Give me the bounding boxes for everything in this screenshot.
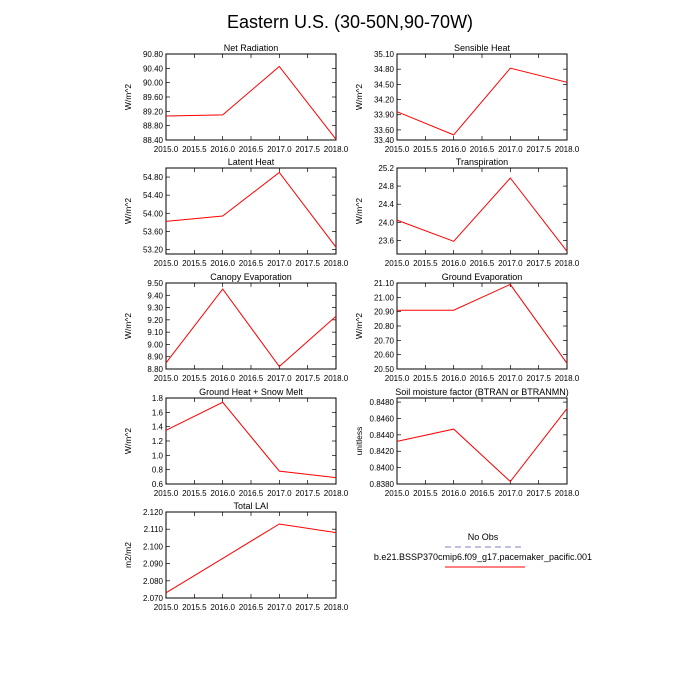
y-tick-label: 20.50 <box>373 365 394 374</box>
y-tick-label: 21.10 <box>373 279 394 288</box>
x-tick-label: 2018.0 <box>323 489 349 498</box>
x-tick-label: 2016.5 <box>469 259 495 268</box>
plot-frame <box>397 168 567 254</box>
y-tick-label: 33.60 <box>373 125 394 135</box>
y-tick-label: 53.60 <box>142 227 163 237</box>
y-tick-label: 0.8460 <box>369 414 394 424</box>
plot-frame <box>397 283 567 369</box>
y-tick-label: 20.70 <box>373 336 394 346</box>
panel-title: Ground Heat + Snow Melt <box>199 387 303 397</box>
y-tick-label: 9.10 <box>147 328 163 338</box>
y-tick-label: 34.80 <box>373 65 394 75</box>
y-axis-label: W/m^2 <box>123 197 133 225</box>
y-tick-label: 2.120 <box>142 508 163 517</box>
y-tick-label: 33.90 <box>373 110 394 120</box>
y-axis-label: W/m^2 <box>123 427 133 455</box>
y-tick-label: 2.100 <box>142 542 163 552</box>
x-tick-label: 2017.5 <box>295 603 320 612</box>
y-axis-label: W/m^2 <box>123 83 133 111</box>
y-tick-label: 54.80 <box>142 173 163 183</box>
x-tick-label: 2015.5 <box>182 259 207 268</box>
y-tick-label: 20.90 <box>373 307 394 317</box>
legend <box>374 532 592 567</box>
y-tick-label: 8.80 <box>147 365 163 374</box>
x-tick-label: 2017.5 <box>295 374 320 383</box>
y-tick-label: 9.50 <box>147 279 163 288</box>
x-tick-label: 2016.5 <box>469 145 495 154</box>
panel-8 <box>354 387 580 498</box>
x-tick-label: 2018.0 <box>323 374 349 383</box>
y-tick-label: 1.6 <box>151 408 163 418</box>
panel-7 <box>123 387 349 498</box>
x-tick-label: 2015.5 <box>182 603 207 612</box>
x-tick-label: 2016.0 <box>210 145 235 154</box>
y-tick-label: 1.0 <box>151 451 163 461</box>
x-tick-label: 2016.5 <box>238 374 264 383</box>
x-tick-label: 2018.0 <box>554 259 580 268</box>
x-tick-label: 2015.0 <box>384 374 410 383</box>
x-tick-label: 2016.0 <box>210 603 235 612</box>
x-tick-label: 2015.0 <box>153 374 179 383</box>
x-tick-label: 2017.5 <box>526 259 551 268</box>
y-tick-label: 24.8 <box>378 182 394 192</box>
y-axis-label: m2/m2 <box>123 542 133 568</box>
x-tick-label: 2016.0 <box>441 259 466 268</box>
y-tick-label: 88.80 <box>142 121 163 131</box>
y-axis-label: W/m^2 <box>354 312 364 340</box>
y-tick-label: 2.090 <box>142 559 163 569</box>
x-tick-label: 2017.0 <box>498 145 523 154</box>
x-tick-label: 2015.0 <box>153 489 179 498</box>
plot-frame <box>166 398 336 484</box>
x-tick-label: 2016.0 <box>441 489 466 498</box>
x-tick-label: 2015.5 <box>413 145 438 154</box>
plot-frame <box>166 54 336 140</box>
x-tick-label: 2017.0 <box>498 259 523 268</box>
series-line <box>166 67 336 140</box>
x-tick-label: 2017.5 <box>295 145 320 154</box>
figure-title: Eastern U.S. (30-50N,90-70W) <box>226 12 474 32</box>
x-tick-label: 2015.5 <box>182 374 207 383</box>
x-tick-label: 2018.0 <box>323 145 349 154</box>
plot-frame <box>166 512 336 598</box>
y-tick-label: 2.070 <box>142 594 163 603</box>
panel-title: Soil moisture factor (BTRAN or BTRANMN) <box>395 387 569 397</box>
x-tick-label: 2018.0 <box>554 489 580 498</box>
y-tick-label: 90.80 <box>142 50 163 59</box>
x-tick-label: 2017.5 <box>526 145 551 154</box>
y-tick-label: 0.8400 <box>369 463 394 473</box>
x-tick-label: 2016.0 <box>210 489 235 498</box>
y-tick-label: 0.8480 <box>369 398 394 408</box>
panel-2 <box>354 43 580 154</box>
x-tick-label: 2017.0 <box>498 489 523 498</box>
x-tick-label: 2015.5 <box>413 374 438 383</box>
y-tick-label: 2.110 <box>143 525 163 535</box>
x-tick-label: 2015.0 <box>153 259 179 268</box>
panel-title: Total LAI <box>233 501 269 511</box>
y-tick-label: 1.8 <box>151 394 163 403</box>
y-tick-label: 23.6 <box>378 236 394 246</box>
y-tick-label: 20.60 <box>373 350 394 360</box>
y-tick-label: 9.20 <box>147 315 163 325</box>
y-tick-label: 8.90 <box>147 352 163 362</box>
y-tick-label: 0.8 <box>151 465 163 475</box>
series-line <box>166 289 336 366</box>
x-tick-label: 2016.0 <box>210 259 235 268</box>
x-tick-label: 2015.0 <box>384 259 410 268</box>
x-tick-label: 2018.0 <box>323 259 349 268</box>
x-tick-label: 2015.5 <box>413 259 438 268</box>
y-tick-label: 89.60 <box>142 93 163 102</box>
x-tick-label: 2016.0 <box>441 145 466 154</box>
y-tick-label: 89.20 <box>142 107 163 117</box>
x-tick-label: 2016.5 <box>238 489 264 498</box>
y-tick-label: 90.40 <box>142 64 163 74</box>
y-tick-label: 54.40 <box>142 191 163 201</box>
panel-1 <box>123 43 349 154</box>
y-tick-label: 9.30 <box>147 303 163 313</box>
y-tick-label: 35.10 <box>373 50 394 59</box>
y-tick-label: 88.40 <box>142 136 163 145</box>
x-tick-label: 2016.5 <box>238 259 264 268</box>
y-tick-label: 2.080 <box>142 576 163 586</box>
y-tick-label: 53.20 <box>142 245 163 255</box>
y-tick-label: 0.8380 <box>369 480 394 489</box>
x-tick-label: 2016.5 <box>238 603 264 612</box>
legend-label-no-obs: No Obs <box>467 532 499 542</box>
x-tick-label: 2017.0 <box>267 374 292 383</box>
series-line <box>397 409 567 482</box>
x-tick-label: 2017.5 <box>526 374 551 383</box>
y-axis-label: W/m^2 <box>354 83 364 111</box>
x-tick-label: 2018.0 <box>323 603 349 612</box>
x-tick-label: 2015.5 <box>182 145 207 154</box>
panel-title: Transpiration <box>455 157 509 167</box>
x-tick-label: 2017.0 <box>267 603 292 612</box>
x-tick-label: 2015.0 <box>153 603 179 612</box>
y-tick-label: 21.00 <box>373 293 394 303</box>
x-tick-label: 2018.0 <box>554 374 580 383</box>
y-tick-label: 24.0 <box>378 218 394 228</box>
panel-3 <box>123 157 349 268</box>
series-line <box>397 284 567 363</box>
panel-title: Sensible Heat <box>453 43 511 53</box>
y-tick-label: 20.80 <box>373 322 394 331</box>
panel-4 <box>354 157 580 268</box>
panel-5 <box>123 272 349 383</box>
x-tick-label: 2016.5 <box>469 374 495 383</box>
x-tick-label: 2017.0 <box>498 374 523 383</box>
plot-frame <box>166 168 336 254</box>
x-tick-label: 2018.0 <box>554 145 580 154</box>
x-tick-label: 2016.5 <box>469 489 495 498</box>
panels <box>123 43 580 612</box>
y-tick-label: 34.20 <box>373 95 394 105</box>
series-line <box>166 173 336 248</box>
x-tick-label: 2016.0 <box>441 374 466 383</box>
x-tick-label: 2016.5 <box>238 145 264 154</box>
x-tick-label: 2015.0 <box>153 145 179 154</box>
y-tick-label: 54.00 <box>142 209 163 219</box>
panel-title: Ground Evaporation <box>441 272 523 282</box>
x-tick-label: 2017.5 <box>295 259 320 268</box>
panel-title: Latent Heat <box>227 157 275 167</box>
panel-title: Canopy Evaporation <box>210 272 292 282</box>
series-line <box>397 178 567 251</box>
y-tick-label: 0.8420 <box>369 447 394 457</box>
series-line <box>166 524 336 593</box>
y-tick-label: 34.50 <box>373 80 394 90</box>
x-tick-label: 2016.0 <box>210 374 235 383</box>
x-tick-label: 2015.0 <box>384 489 410 498</box>
y-tick-label: 24.4 <box>378 200 394 210</box>
y-tick-label: 1.2 <box>151 437 163 446</box>
x-tick-label: 2017.0 <box>267 259 292 268</box>
y-tick-label: 25.2 <box>378 164 394 173</box>
series-line <box>397 68 567 135</box>
series-line <box>166 402 336 477</box>
legend-label-model-run: b.e21.BSSP370cmip6.f09_g17.pacemaker_pacific.001 <box>373 552 593 562</box>
x-tick-label: 2017.0 <box>267 489 292 498</box>
panel-9 <box>123 501 349 612</box>
plot-frame <box>397 54 567 140</box>
x-tick-label: 2017.5 <box>526 489 551 498</box>
x-tick-label: 2017.5 <box>295 489 320 498</box>
y-axis-label: W/m^2 <box>354 197 364 225</box>
panel-6 <box>354 272 580 383</box>
y-tick-label: 33.40 <box>373 136 394 145</box>
x-tick-label: 2015.5 <box>413 489 438 498</box>
y-tick-label: 9.40 <box>147 291 163 301</box>
x-tick-label: 2015.5 <box>182 489 207 498</box>
y-axis-label: W/m^2 <box>123 312 133 340</box>
panel-title: Net Radiation <box>223 43 279 53</box>
y-tick-label: 0.6 <box>151 480 163 489</box>
y-tick-label: 1.4 <box>151 422 163 432</box>
plot-frame <box>166 283 336 369</box>
y-tick-label: 90.00 <box>142 78 163 88</box>
x-tick-label: 2017.0 <box>267 145 292 154</box>
y-axis-label: unitless <box>354 426 364 456</box>
y-tick-label: 9.00 <box>147 340 163 350</box>
x-tick-label: 2015.0 <box>384 145 410 154</box>
y-tick-label: 0.8440 <box>369 430 394 440</box>
